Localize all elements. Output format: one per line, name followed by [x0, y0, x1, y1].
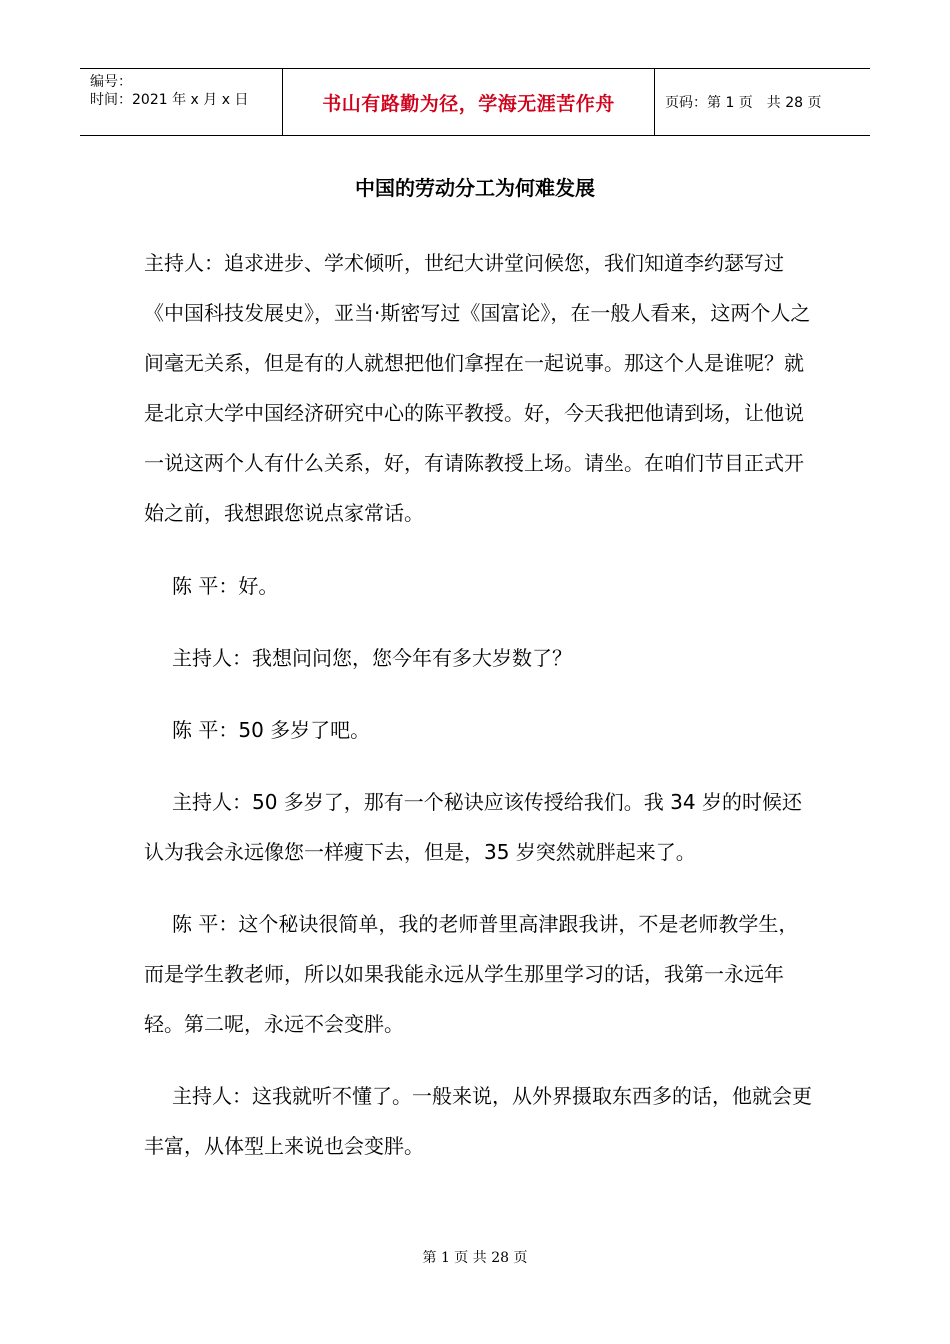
document-body: [144, 238, 814, 1193]
header-meta: [80, 69, 282, 135]
header-motto: 书山有路勤为径，学海无涯苦作舟: [322, 92, 615, 115]
paragraph: 陈 平：好。: [172, 574, 279, 598]
paragraph: 主持人：这我就听不懂了。一般来说，从外界摄取东西多的话，他就会更丰富，从体型上来说也会变胖。: [144, 1084, 812, 1158]
paragraph: 陈 平：50 多岁了吧。: [172, 718, 371, 742]
document-title: 中国的劳动分工为何难发展: [355, 176, 595, 200]
paragraph: 主持人：我想问问您，您今年有多大岁数了？: [172, 646, 572, 670]
header-motto-cell: [282, 69, 655, 135]
header-page-cell: [655, 69, 870, 135]
document-number-label: 编号：: [90, 74, 132, 90]
paragraph: 主持人：追求进步、学术倾听，世纪大讲堂问候您，我们知道李约瑟写过《中国科技发展史》，亚当·斯密写过《国富论》，在一般人看来，这两个人之间毫无关系，但是有的人就想把他们拿捏在一起说事。那这个人是谁呢？就是北京大学中国经济研究中心的陈平教授。好，今天我把他请到场，让他说一说这两个人有什么关系，好，有请陈教授上场。请坐。在咱们节目正式开始之前，我想跟您说点家常话。: [144, 251, 811, 525]
paragraph: 主持人：50 多岁了，那有一个秘诀应该传授给我们。我 34 岁的时候还认为我会永远像您一样瘦下去，但是，35 岁突然就胖起来了。: [144, 790, 802, 864]
document-header: [80, 68, 870, 136]
paragraph: 陈 平：这个秘诀很简单，我的老师普里高津跟我讲，不是老师教学生，而是学生教老师，所以如果我能永远从学生那里学习的话，我第一永远年轻。第二呢，永远不会变胖。: [144, 912, 799, 1036]
document-date-label: 时间：2021 年 x 月 x 日: [90, 92, 249, 108]
header-page-number: 页码：第 1 页 共 28 页: [665, 95, 822, 111]
page-footer: 第 1 页 共 28 页: [422, 1250, 528, 1266]
